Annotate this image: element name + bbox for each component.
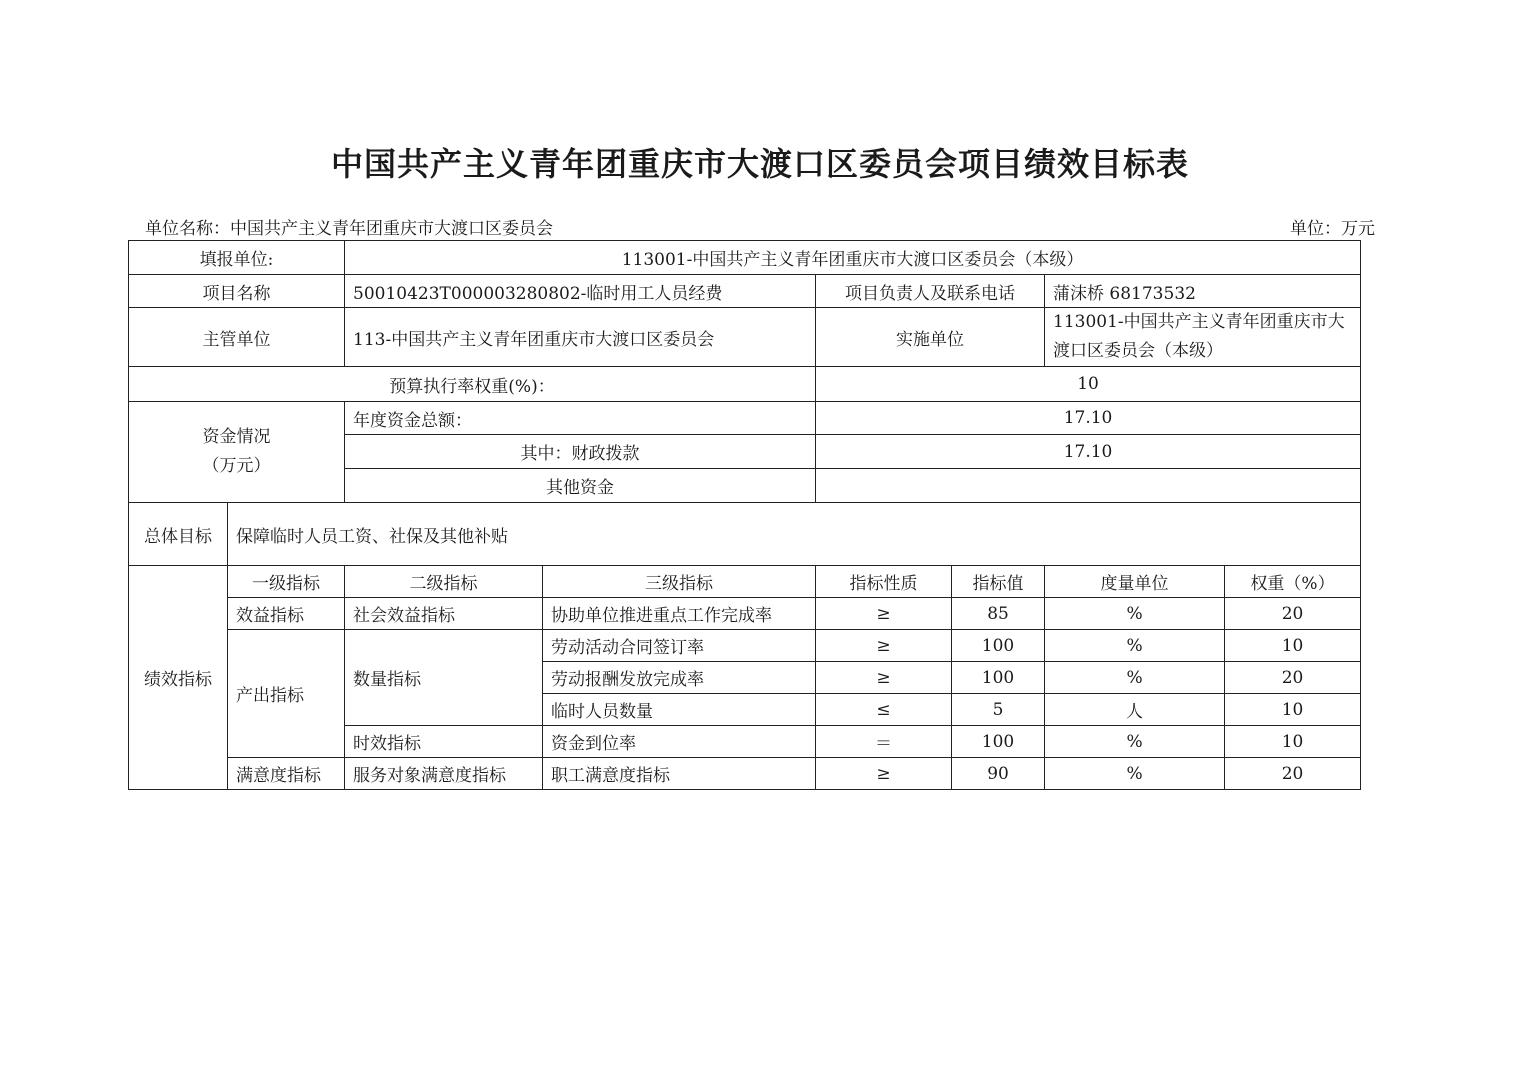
unit-cell: %	[1045, 726, 1225, 758]
weight-cell: 20	[1225, 598, 1361, 630]
funds-annual-row	[129, 402, 1361, 435]
supervisor-label: 主管单位	[129, 308, 345, 367]
value-cell: 5	[952, 694, 1045, 726]
level3-cell: 协助单位推进重点工作完成率	[543, 598, 816, 630]
unit-name: 单位名称：中国共产主义青年团重庆市大渡口区委员会	[145, 219, 553, 239]
weight-cell: 20	[1225, 662, 1361, 694]
weight-cell: 10	[1225, 630, 1361, 662]
unit-cell: %	[1045, 662, 1225, 694]
header-level2: 二级指标	[345, 566, 543, 598]
unit-currency: 单位：万元	[1290, 219, 1375, 239]
unit-cell: %	[1045, 758, 1225, 790]
page-title: 中国共产主义青年团重庆市大渡口区委员会项目绩效目标表	[330, 145, 1189, 183]
nature-cell: ≥	[816, 662, 952, 694]
overall-goal-value: 保障临时人员工资、社保及其他补贴	[228, 503, 1361, 566]
table-row	[129, 758, 1361, 790]
funds-label	[129, 402, 345, 503]
level2-cell: 时效指标	[345, 726, 543, 758]
value-cell: 100	[952, 662, 1045, 694]
table-row	[129, 598, 1361, 630]
other-funds-label: 其他资金	[345, 469, 816, 503]
fiscal-value: 17.10	[816, 435, 1361, 469]
level3-cell: 资金到位率	[543, 726, 816, 758]
implementer-label: 实施单位	[816, 308, 1045, 367]
weight-cell: 20	[1225, 758, 1361, 790]
level3-cell: 劳动活动合同签订率	[543, 630, 816, 662]
level3-cell: 职工满意度指标	[543, 758, 816, 790]
level3-cell: 临时人员数量	[543, 694, 816, 726]
value-cell: 100	[952, 726, 1045, 758]
weight-cell: 10	[1225, 726, 1361, 758]
overall-goal-row	[129, 503, 1361, 566]
budget-weight-row	[129, 367, 1361, 402]
supervisor-value: 113-中国共产主义青年团重庆市大渡口区委员会	[345, 308, 816, 367]
value-cell: 85	[952, 598, 1045, 630]
performance-label: 绩效指标	[129, 566, 228, 790]
level2-cell: 社会效益指标	[345, 598, 543, 630]
fiscal-label: 其中：财政拨款	[345, 435, 816, 469]
level1-cell: 产出指标	[228, 630, 345, 758]
funds-label-line1: 资金情况	[202, 427, 271, 447]
fill-unit-value: 113001-中国共产主义青年团重庆市大渡口区委员会（本级）	[345, 241, 1361, 275]
level1-cell: 满意度指标	[228, 758, 345, 790]
project-name-value: 50010423T000003280802-临时用工人员经费	[345, 275, 816, 308]
annual-total-value: 17.10	[816, 402, 1361, 435]
nature-cell: ≥	[816, 630, 952, 662]
fill-unit-row	[129, 241, 1361, 275]
fill-unit-label: 填报单位:	[129, 241, 345, 275]
nature-cell: ＝	[816, 726, 952, 758]
level2-cell: 数量指标	[345, 630, 543, 726]
supervisor-row	[129, 308, 1361, 367]
nature-cell: ≤	[816, 694, 952, 726]
value-cell: 100	[952, 630, 1045, 662]
header-weight: 权重（%）	[1225, 566, 1361, 598]
header-level3: 三级指标	[543, 566, 816, 598]
project-name-row	[129, 275, 1361, 308]
weight-cell: 10	[1225, 694, 1361, 726]
level1-cell: 效益指标	[228, 598, 345, 630]
header-level1: 一级指标	[228, 566, 345, 598]
nature-cell: ≥	[816, 758, 952, 790]
unit-cell: 人	[1045, 694, 1225, 726]
budget-weight-label: 预算执行率权重(%)：	[129, 367, 816, 402]
unit-cell: %	[1045, 598, 1225, 630]
performance-table	[128, 240, 1361, 790]
funds-label-line2: （万元）	[202, 456, 271, 476]
header-value: 指标值	[952, 566, 1045, 598]
level3-cell: 劳动报酬发放完成率	[543, 662, 816, 694]
level2-cell: 服务对象满意度指标	[345, 758, 543, 790]
table-row	[129, 630, 1361, 662]
indicator-header-row	[129, 566, 1361, 598]
manager-label: 项目负责人及联系电话	[816, 275, 1045, 308]
manager-value: 蒲沫桥 68173532	[1045, 275, 1361, 308]
overall-goal-label: 总体目标	[129, 503, 228, 566]
header-unit: 度量单位	[1045, 566, 1225, 598]
unit-cell: %	[1045, 630, 1225, 662]
nature-cell: ≥	[816, 598, 952, 630]
implementer-value: 113001-中国共产主义青年团重庆市大渡口区委员会（本级）	[1045, 308, 1361, 367]
project-name-label: 项目名称	[129, 275, 345, 308]
budget-weight-value: 10	[816, 367, 1361, 402]
value-cell: 90	[952, 758, 1045, 790]
other-funds-value	[816, 469, 1361, 503]
annual-total-label: 年度资金总额：	[345, 402, 816, 435]
header-nature: 指标性质	[816, 566, 952, 598]
